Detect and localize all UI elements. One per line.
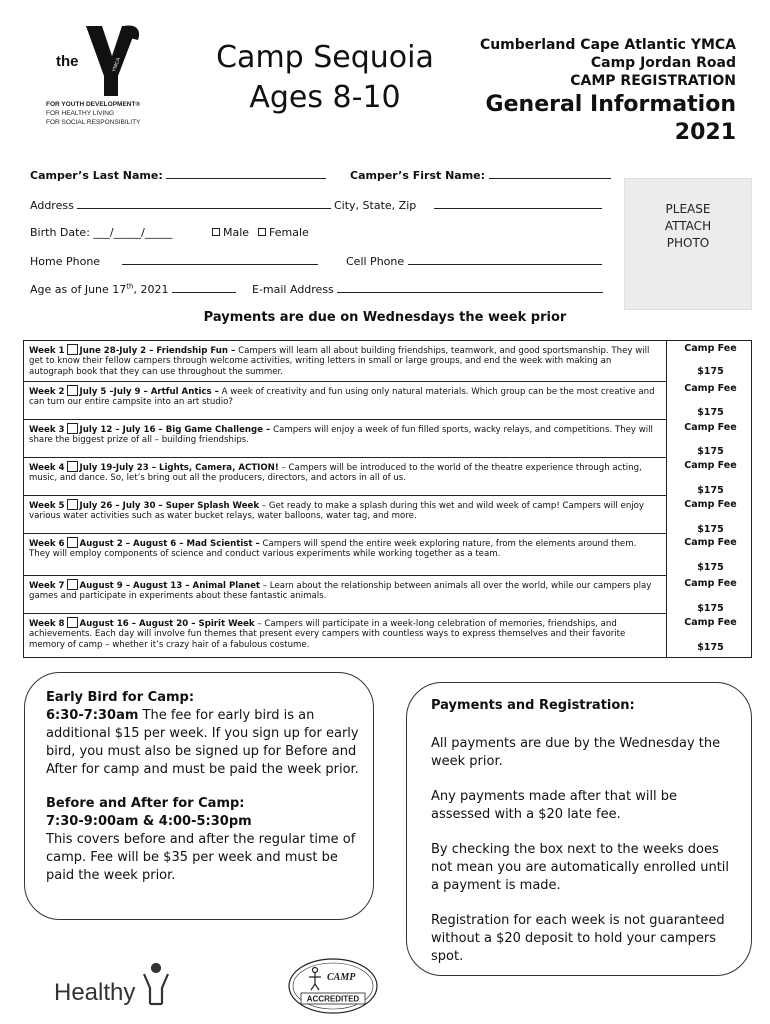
city-state-zip-field[interactable]: City, State, Zip bbox=[334, 198, 602, 212]
form-type: CAMP REGISTRATION bbox=[570, 73, 736, 89]
year: 2021 bbox=[674, 120, 736, 145]
fee-label: Camp Fee bbox=[684, 422, 737, 433]
ymca-tagline: FOR YOUTH DEVELOPMENT® FOR HEALTHY LIVING FOR SOCIAL RESPONSIBILITY bbox=[46, 101, 141, 126]
fee-label: Camp Fee bbox=[684, 499, 737, 510]
checkbox-icon[interactable] bbox=[212, 228, 220, 236]
home-phone-field[interactable]: Home Phone bbox=[30, 254, 318, 268]
week-7-checkbox[interactable] bbox=[67, 579, 78, 590]
ymca-y-icon bbox=[42, 20, 172, 100]
camp-ages: Ages 8-10 bbox=[249, 80, 401, 115]
week-row: Week 5 July 26 – July 30 – Super Splash Week – Get ready to make a splash during this wet and wild week of camp! Campers will enjoy various water activities such as water bucket relays, water balloons, water tag, and more. bbox=[24, 496, 666, 534]
week-6-checkbox[interactable] bbox=[67, 537, 78, 548]
payments-due-heading: Payments are due on Wednesdays the week prior bbox=[203, 310, 567, 325]
before-after-text: This covers before and after the regular time of camp. Fee will be $35 per week and must be paid the week prior. bbox=[46, 832, 356, 883]
birth-date-field[interactable]: Birth Date: ___/_____/_____ bbox=[30, 226, 173, 239]
first-name-field[interactable]: Camper’s First Name: bbox=[350, 168, 611, 182]
org-name: Cumberland Cape Atlantic YMCA bbox=[479, 37, 736, 53]
early-bird-time: 6:30-7:30am bbox=[46, 708, 139, 723]
fee-amount: $175 bbox=[697, 485, 724, 496]
camp-name: Camp Sequoia bbox=[216, 40, 434, 75]
fee-amount: $175 bbox=[697, 603, 724, 614]
camp-fee-column bbox=[666, 341, 753, 657]
week-row: Week 3 July 12 – July 16 – Big Game Challenge – Campers will enjoy a week of fun filled sports, wacky relays, and competitions. They will share the biggest prize of all – building friendships. bbox=[24, 420, 666, 458]
aca-accredited-text: ACCREDITED bbox=[306, 994, 360, 1004]
fee-label: Camp Fee bbox=[684, 617, 737, 628]
payment-note: By checking the box next to the weeks does not mean you are automatically enrolled until a payment is made. bbox=[431, 842, 730, 893]
week-8-checkbox[interactable] bbox=[67, 617, 78, 628]
week-row: Week 7 August 9 – August 13 – Animal Planet – Learn about the relationship between animals all over the world, while our campers play games and participate in experiments about these fantastic animals. bbox=[24, 576, 666, 614]
week-row: Week 4 July 19-July 23 – Lights, Camera, ACTION! – Campers will be introduced to the world of the theatre experience through acting, music, and dance. So, let’s bring out all the producers, directors, and actors in all of us. bbox=[24, 458, 666, 496]
age-field[interactable]: Age as of June 17th, 2021 bbox=[30, 282, 236, 296]
person-icon bbox=[144, 964, 168, 1004]
ymca-logo bbox=[42, 20, 172, 140]
fee-label: Camp Fee bbox=[684, 343, 737, 354]
aca-camp-text: CAMP bbox=[327, 972, 356, 983]
email-field[interactable]: E-mail Address bbox=[252, 282, 603, 296]
aca-accredited-logo bbox=[287, 958, 379, 1016]
fee-label: Camp Fee bbox=[684, 383, 737, 394]
week-5-checkbox[interactable] bbox=[67, 499, 78, 510]
cell-phone-field[interactable]: Cell Phone bbox=[346, 254, 602, 268]
male-checkbox[interactable]: Male bbox=[208, 226, 249, 239]
early-bird-heading: Early Bird for Camp: bbox=[46, 690, 195, 705]
checkbox-icon[interactable] bbox=[258, 228, 266, 236]
fee-label: Camp Fee bbox=[684, 537, 737, 548]
week-1-checkbox[interactable] bbox=[67, 344, 78, 355]
fee-amount: $175 bbox=[697, 562, 724, 573]
last-name-field[interactable]: Camper’s Last Name: bbox=[30, 168, 326, 182]
address-field[interactable]: Address bbox=[30, 198, 331, 212]
payment-note: All payments are due by the Wednesday the week prior. bbox=[431, 736, 721, 769]
fee-amount: $175 bbox=[697, 524, 724, 535]
fee-label: Camp Fee bbox=[684, 460, 737, 471]
week-2-checkbox[interactable] bbox=[67, 385, 78, 396]
female-checkbox[interactable]: Female bbox=[254, 226, 309, 239]
weeks-table bbox=[23, 340, 752, 658]
week-row: Week 8 August 16 – August 20 – Spirit Week – Campers will participate in a week-long celebration of memories, friendships, and achievements. Each day will involve fun themes that present every campers with countless ways to express themselves and their favorite memory of camp – whether it’s crazy hair of a fabulous costume. bbox=[29, 619, 626, 650]
logo-ymca-text: YMCA bbox=[111, 57, 122, 73]
week-3-checkbox[interactable] bbox=[67, 423, 78, 434]
photo-placeholder: PLEASE ATTACH PHOTO bbox=[624, 178, 752, 310]
organization-header bbox=[436, 36, 736, 90]
fee-label: Camp Fee bbox=[684, 578, 737, 589]
fee-amount: $175 bbox=[697, 446, 724, 457]
logo-the-text: the bbox=[56, 53, 79, 70]
before-after-heading: Before and After for Camp: bbox=[46, 796, 245, 811]
camp-title bbox=[200, 38, 450, 118]
general-information-title: General Information 2021 bbox=[436, 91, 736, 147]
fee-amount: $175 bbox=[697, 407, 724, 418]
payment-note: Any payments made after that will be assessed with a $20 late fee. bbox=[431, 789, 678, 822]
early-bird-text: The fee for early bird is an additional $15 per week. If you sign up for early bird, you must also be signed up for Before and After for camp and must be paid the week prior. bbox=[46, 708, 359, 777]
healthy-u-logo bbox=[52, 958, 182, 1014]
week-4-checkbox[interactable] bbox=[67, 461, 78, 472]
week-row: Week 1 June 28-July 2 – Friendship Fun – Campers will learn all about building friendships, teamwork, and good sportsmanship. They will get to know their fellow campers through welcome activities, writing letters in small or large groups, and end the week with making an autograph book that they can use throughout the summer. bbox=[24, 341, 666, 382]
payment-note: Registration for each week is not guaranteed without a $20 deposit to hold your campers spot. bbox=[431, 913, 725, 964]
payments-registration-heading: Payments and Registration: bbox=[431, 698, 635, 713]
payments-registration-box bbox=[406, 682, 752, 976]
fee-amount: $175 bbox=[697, 366, 724, 377]
week-row: Week 2 July 5 –July 9 – Artful Antics – A week of creativity and fun using only natural materials. Which group can be the most creative and can turn our entire campsite into an art studio? bbox=[24, 382, 666, 420]
fee-amount: $175 bbox=[697, 642, 724, 653]
early-bird-box bbox=[24, 672, 374, 920]
before-after-time: 7:30-9:00am & 4:00-5:30pm bbox=[46, 814, 252, 829]
week-row: Week 6 August 2 – August 6 – Mad Scientist – Campers will spend the entire week exploring nature, from the elements around them. They will employ components of science and conduct various experiments while working together as a team. bbox=[24, 534, 666, 576]
camp-location: Camp Jordan Road bbox=[590, 55, 736, 71]
healthy-logo-text: Healthy bbox=[54, 979, 136, 1006]
